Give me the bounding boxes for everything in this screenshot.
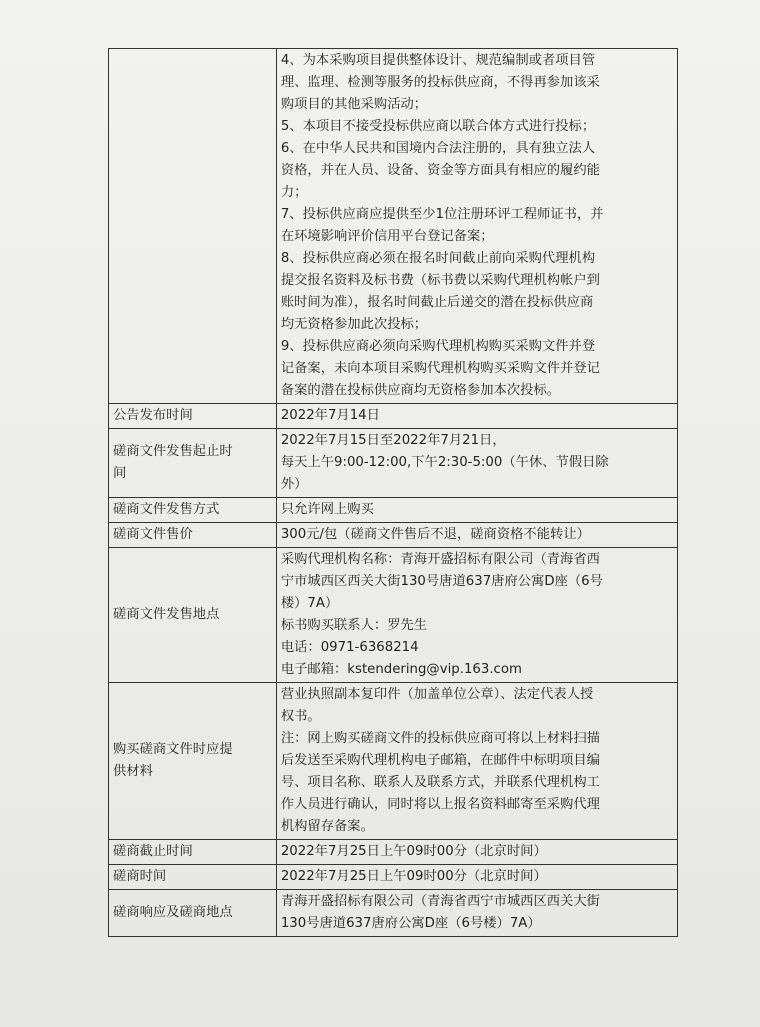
sale-period-label: 磋商文件发售起止时 间 (109, 429, 277, 498)
table-row (109, 404, 678, 429)
requirement-item-9: 9、投标供应商必须向采购代理机构购买采购文件并登 记备案，未向本项目采购代理机构购买采购文件并登记 备案的潜在投标供应商均无资格参加本次投标。 (280, 339, 600, 398)
required-materials-value: 营业执照副本复印件（加盖单位公章）、法定代表人授 权书。 注：网上购买磋商文件的投标供应商可将以上材料扫描 后发送至采购代理机构电子邮箱，在邮件中标明项目编 号、项目名称、联系人及联系方式，并联系代理机构工 作人员进行确认，同时将以上报名资料邮寄至采购代理 机构留存备案。 (276, 683, 677, 840)
table-row (109, 840, 678, 865)
requirement-item-8: 8、投标供应商必须在报名时间截止前向采购代理机构 提交报名资料及标书费（标书费以采购代理机构帐户到 账时间为准），报名时间截止后递交的潜在投标供应商 均无资格参加此次投标； (280, 251, 600, 332)
sale-location-label: 磋商文件发售地点 (109, 548, 277, 683)
sale-method-label: 磋商文件发售方式 (109, 498, 277, 523)
announcement-date-value: 2022年7月14日 (276, 404, 677, 429)
requirement-item-7: 7、投标供应商应提供至少1位注册环评工程师证书，并 在环境影响评价信用平台登记备案； (280, 207, 604, 244)
requirement-item-4: 4、为本采购项目提供整体设计、规范编制或者项目管 理、监理、检测等服务的投标供应商，不得再参加该采 购项目的其他采购活动； (280, 53, 600, 112)
sale-period-value: 2022年7月15日至2022年7月21日， 每天上午9:00-12:00,下午2:30-5:00（午休、节假日除 外） (276, 429, 677, 498)
announcement-date-label: 公告发布时间 (109, 404, 277, 429)
qualification-requirements-cell (276, 49, 677, 404)
table-row (109, 890, 678, 937)
consultation-location-value: 青海开盛招标有限公司（青海省西宁市城西区西关大街 130号唐道637唐府公寓D座（6号楼）7A） (276, 890, 677, 937)
table-row (109, 498, 678, 523)
sale-location-value: 采购代理机构名称：青海开盛招标有限公司（青海省西 宁市城西区西关大街130号唐道637唐府公寓D座（6号 楼）7A） 标书购买联系人：罗先生 电话：0971-6368214 电子邮箱：kstendering@vip.163.com (276, 548, 677, 683)
document-price-label: 磋商文件售价 (109, 523, 277, 548)
table-row (109, 683, 678, 840)
requirement-item-6: 6、在中华人民共和国境内合法注册的，具有独立法人 资格，并在人员、设备、资金等方面具有相应的履约能 力； (280, 141, 600, 200)
document-price-value: 300元/包（磋商文件售后不退，磋商资格不能转让） (276, 523, 677, 548)
table-row (109, 523, 678, 548)
table-row (109, 548, 678, 683)
table-row (109, 865, 678, 890)
contact-person: 标书购买联系人：罗先生 (280, 618, 428, 633)
contact-email: 电子邮箱：kstendering@vip.163.com (280, 662, 522, 677)
deadline-label: 磋商截止时间 (109, 840, 277, 865)
table-row (109, 49, 678, 404)
procurement-info-table (108, 48, 678, 937)
consultation-time-label: 磋商时间 (109, 865, 277, 890)
consultation-time-value: 2022年7月25日上午09时00分（北京时间） (276, 865, 677, 890)
deadline-value: 2022年7月25日上午09时00分（北京时间） (276, 840, 677, 865)
contact-phone: 电话：0971-6368214 (280, 640, 419, 655)
row-label-empty (109, 49, 277, 404)
required-materials-label: 购买磋商文件时应提 供材料 (109, 683, 277, 840)
consultation-location-label: 磋商响应及磋商地点 (109, 890, 277, 937)
sale-method-value: 只允许网上购买 (276, 498, 677, 523)
table-row (109, 429, 678, 498)
requirement-item-5: 5、本项目不接受投标供应商以联合体方式进行投标； (280, 119, 596, 134)
